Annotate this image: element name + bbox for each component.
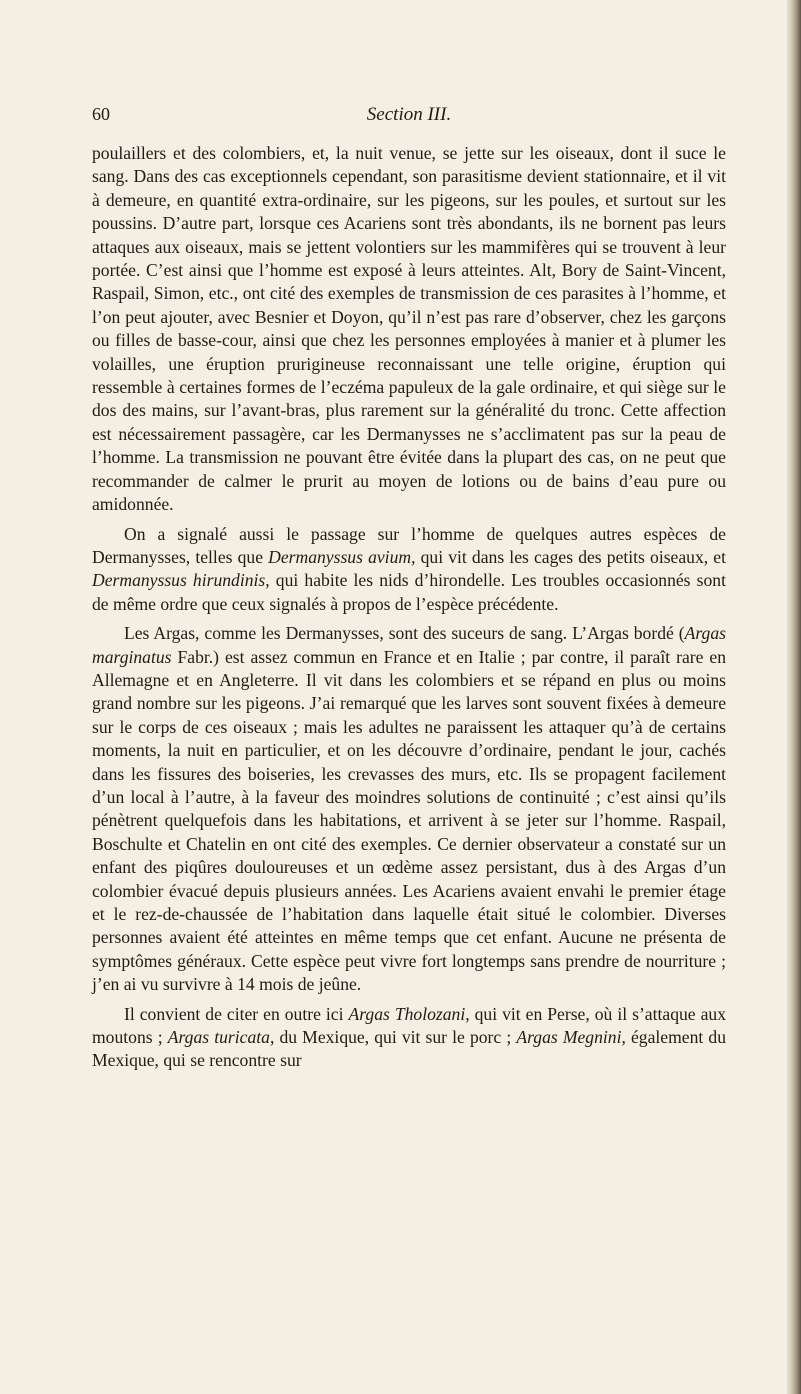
page-header: [92, 104, 726, 128]
species-name: Dermanyssus avium: [268, 546, 412, 567]
species-name: Argas marginatus: [92, 623, 726, 667]
running-title: Section III.: [366, 104, 452, 125]
paragraph: poulaillers et des colombiers, et, la nuit venue, se jette sur les oiseaux, dont il suce le sang. Dans des cas exceptionnels cependant, son parasitisme devient stationnaire, et il vit à demeure, en quantité extra-ordinaire, sur les pigeons, sur les poules, et surtout sur les poussins. D’autre part, lorsque ces Acariens sont très abondants, ils ne bornent pas leurs attaques aux oiseaux, mais se jettent volontiers sur les mammifères qui se trouvent à leur portée. C’est ainsi que l’homme est exposé à leurs atteintes. Alt, Bory de Saint-Vincent, Raspail, Simon, etc., ont cité des exemples de transmission de ces parasites à l’homme, et l’on peut ajouter, avec Besnier et Doyon, qu’il n’est pas rare d’observer, chez les garçons ou filles de basse-cour, ainsi que chez les personnes employées à manier et à plumer les volailles, une éruption prurigineuse reconnaissant une telle origine, éruption qui ressemble à certaines formes de l’eczéma papuleux de la gale ordinaire, et qui siège sur le dos des mains, sur l’avant-bras, plus rarement sur la généralité du tronc. Cette affection est nécessairement passagère, car les Dermanysses ne s’acclimatent pas sur la peau de l’homme. La transmission ne pouvant être évitée dans la plupart des cas, on ne peut que recommander de calmer le prurit au moyen de lotions ou de bains d’eau pure ou amidonnée.: [92, 143, 726, 515]
species-name: Argas Tholozani: [348, 1003, 466, 1024]
page-number: 60: [92, 104, 110, 124]
paragraph: Il convient de citer en outre ici Argas Tholozani, qui vit en Perse, où il s’attaque aux moutons ; Argas turicata, du Mexique, qui vit sur le porc ; Argas Megnini, également du Mexique, qui se rencontre sur: [92, 1003, 726, 1071]
paragraph: On a signalé aussi le passage sur l’homme de quelques autres espèces de Dermanysses, telles que Dermanyssus avium, qui vit dans les cages des petits oiseaux, et Dermanyssus hirundinis, qui habite les nids d’hirondelle. Les troubles occasionnés sont de même ordre que ceux signalés à propos de l’espèce précédente.: [92, 523, 726, 614]
page-edge: [787, 0, 801, 1394]
species-name: Argas Megnini: [516, 1027, 622, 1048]
paragraph: Les Argas, comme les Dermanysses, sont des suceurs de sang. L’Argas bordé (Argas marginatus Fabr.) est assez commun en France et en Italie ; par contre, il paraît rare en Allemagne et en Angleterre. Il vit dans les colombiers et se répand en plus ou moins grand nombre sur les pigeons. J’ai remarqué que les larves sont souvent fixées à demeure sur le corps de ces oiseaux ; mais les adultes ne paraissent les attaquer qu’à de certains moments, la nuit en particulier, et on les découvre d’ordinaire, pendant le jour, cachés dans les fissures des boiseries, les crevasses des murs, etc. Ils se propagent facilement d’un local à l’autre, à la faveur des moindres solutions de continuité ; c’est ainsi qu’ils pénètrent quelquefois dans les habitations, et arrivent à se jeter sur l’homme. Raspail, Boschulte et Chatelin en ont cité des exemples. Ce dernier observateur a constaté sur un enfant des piqûres douloureuses et un œdème assez persistant, dus à des Argas d’un colombier évacué depuis plusieurs années. Les Acariens avaient envahi le premier étage et le rez-de-chaussée de l’habitation dans laquelle était situé le colombier. Diverses personnes avaient été atteintes en même temps que cet enfant. Aucune ne présenta de symptômes généraux. Cette espèce peut vivre fort longtemps sans prendre de nourriture ; j’en ai vu survivre à 14 mois de jeûne.: [92, 623, 726, 995]
species-name: Dermanyssus hirundinis: [92, 570, 266, 591]
body-text: [92, 142, 726, 1073]
species-name: Argas turicata: [167, 1027, 270, 1048]
